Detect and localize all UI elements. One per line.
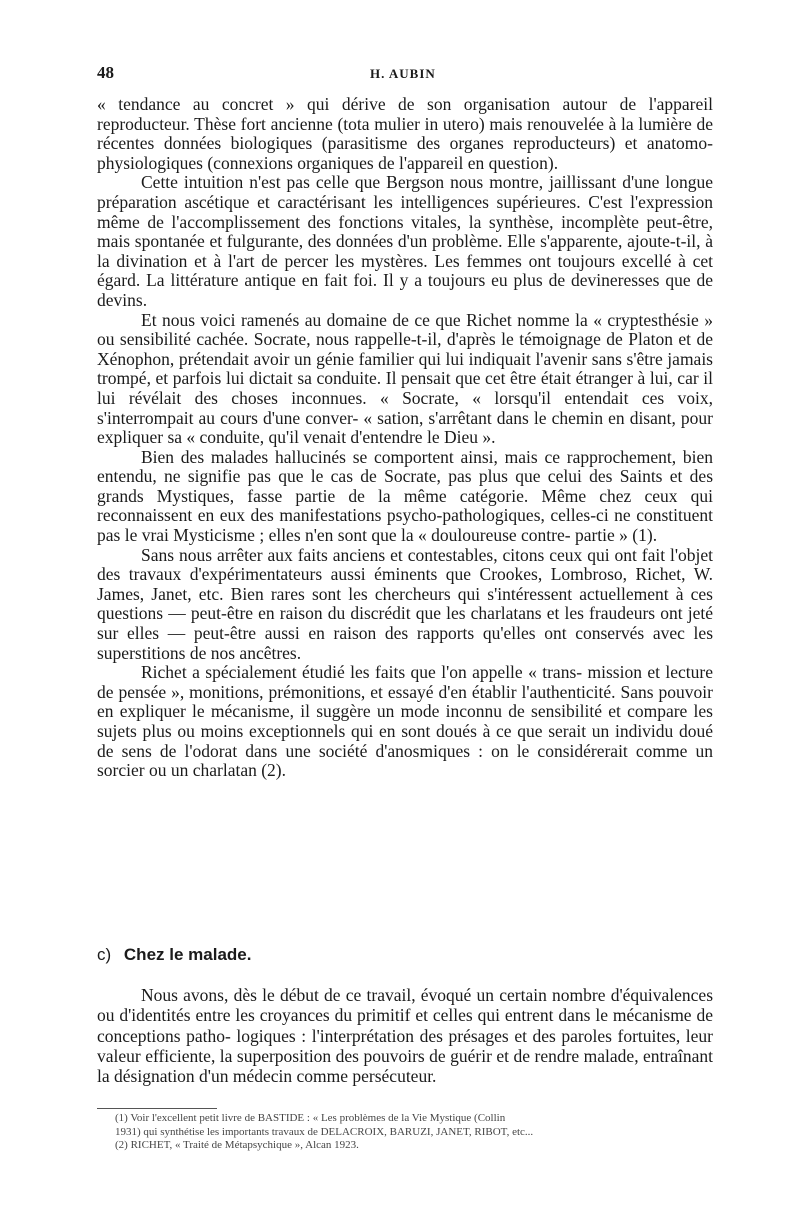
- paragraph: Richet a spécialement étudié les faits que l'on appelle « trans- mission et lecture de pensée », monitions, prémonitions, et essayé d'en établir l'authenticité. Sans pouvoir en expliquer le mécanisme, il suggère un mode inconnu de sensibilité et compare les sujets plus ou moins exceptionnels qui en sont doués à ce que serait un individu doué de sens de l'odorat dans une société d'anosmiques : on le considérerait comme un sorcier ou un charlatan (2).: [97, 662, 713, 781]
- section-label: c): [97, 945, 112, 964]
- footnote-line: (1) Voir l'excellent petit livre de BASTIDE : « Les problèmes de la Vie Mystique (Collin: [115, 1112, 506, 1124]
- footnote-rule: [97, 1108, 217, 1109]
- main-text: [97, 95, 713, 781]
- paragraph: « tendance au concret » qui dérive de son organisation autour de l'appareil reproducteur. Thèse fort ancienne (tota mulier in utero) mais renouvelée à la lumière de récentes données biologiques (parasitisme des organes reproducteurs) et anatomo-physiologiques (connexions organiques de l'appareil en question).: [97, 94, 713, 173]
- page-number: 48: [97, 63, 114, 82]
- footnote-line: (2) RICHET, « Traité de Métapsychique », Alcan 1923.: [115, 1139, 359, 1151]
- paragraph: Sans nous arrêter aux faits anciens et contestables, citons ceux qui ont fait l'objet des travaux d'expérimentateurs aussi éminents que Crookes, Lombroso, Richet, W. James, Janet, etc. Bien rares sont les chercheurs qui s'intéressent actuellement à ces questions — peut-être en raison du discrédit que les charlatans et les fraudeurs ont jeté sur elles — peut-être aussi en raison des rapports qu'elles ont conservés avec les superstitions de nos ancêtres.: [97, 544, 713, 663]
- footnote-line: 1931) qui synthétise les importants travaux de DELACROIX, BARUZI, JANET, RIBOT, etc...: [115, 1125, 534, 1138]
- running-head: H. AUBIN: [370, 66, 436, 81]
- section-text: [97, 985, 713, 1086]
- paragraph: Bien des malades hallucinés se comportent ainsi, mais ce rapprochement, bien entendu, ne signifie pas que le cas de Socrate, pas plus que celui des Saints et des grands Mystiques, fasse partie de la même catégorie. Même chez ceux qui reconnaissent en eux des manifestations psycho-pathologiques, celles-ci ne constituent pas le vrai Mysticisme ; elles n'en sont que la « douloureuse contre- partie » (1).: [97, 446, 713, 546]
- section-title: Chez le malade.: [123, 945, 252, 964]
- section-heading: [97, 945, 251, 965]
- footnotes: [115, 1112, 715, 1153]
- paragraph: Et nous voici ramenés au domaine de ce que Richet nomme la « cryptesthésie » ou sensibilité cachée. Socrate, nous rappelle-t-il, d'après le témoignage de Platon et de Xénophon, prétendait avoir un génie familier qui lui indiquait l'avenir sans s'être jamais trompé, et parfois lui dictait sa conduite. Il pensait que cet être était étranger à lui, car il lui révélait des choses inconnues. « Socrate, « lorsqu'il entendait ces voix, s'interrompait au cours d'une conver- « sation, s'arrêtant dans le chemin en disant, pour expliquer sa « conduite, qu'il venait d'entendre le Dieu ».: [97, 309, 713, 448]
- paragraph: Cette intuition n'est pas celle que Bergson nous montre, jaillissant d'une longue préparation ascétique et caractérisant les intelligences supérieures. C'est l'expression même de l'accomplissement des fonctions vitales, la synthèse, incomplète peut-être, mais spontanée et fulgurante, des données d'un problème. Elle s'apparente, ajoute-t-il, à la divination et à l'art de percer les mystères. Les femmes ont toujours excellé à cet égard. La littérature antique en fait foi. Il y a toujours eu plus de devineresses que de devins.: [97, 172, 713, 310]
- paragraph: Nous avons, dès le début de ce travail, évoqué un certain nombre d'équivalences ou d'identités entre les croyances du primitif et celles qui entrent dans le mécanisme de conceptions patho- logiques : l'interprétation des présages et des paroles fortuites, leur valeur efficiente, la superposition des pouvoirs de guérir et de rendre malade, entraînant la désignation d'un médecin comme persécuteur.: [97, 985, 713, 1087]
